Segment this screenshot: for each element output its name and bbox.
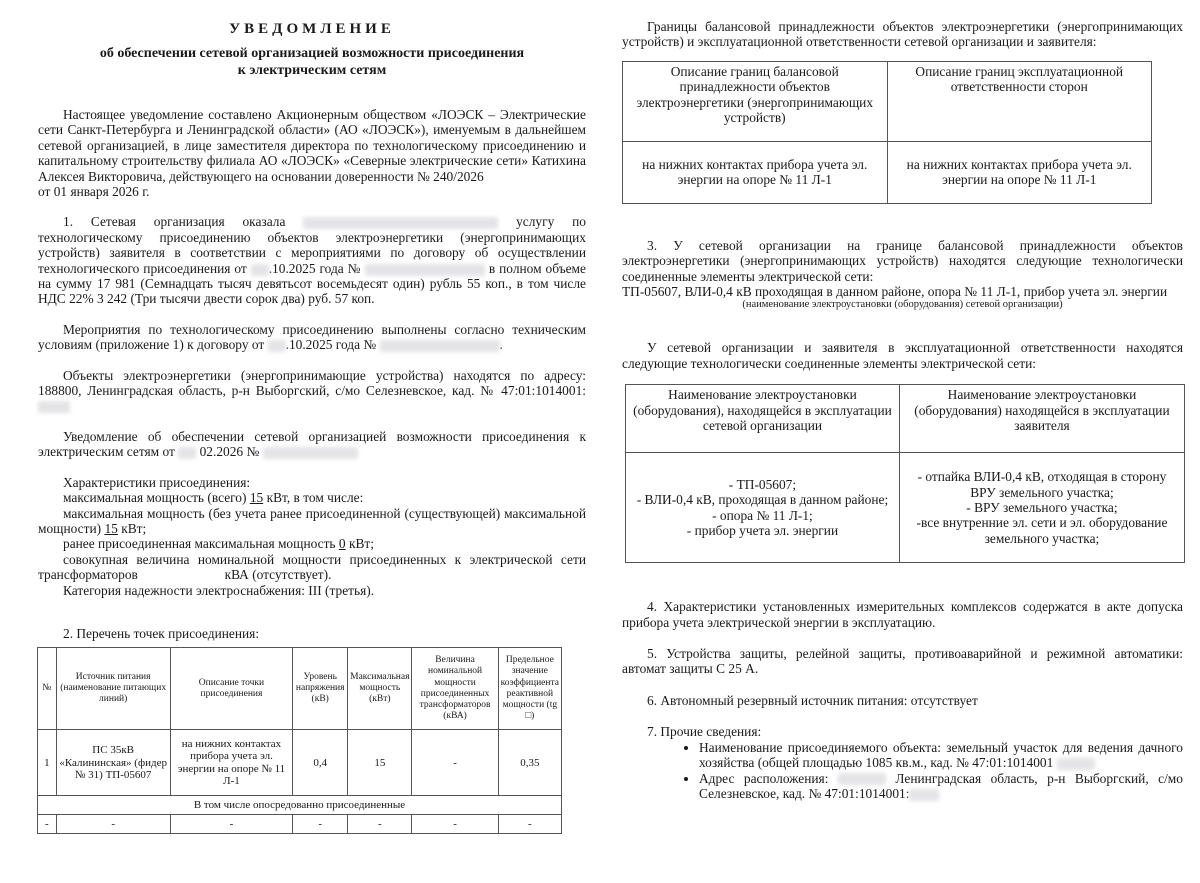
document-subtitle-line1: об обеспечении сетевой организацией возможности присоединения	[99, 46, 525, 61]
section-2-title: 2. Перечень точек присоединения:	[63, 625, 260, 641]
equipment-table: Наименование электроустановки (оборудования), находящейся в эксплуатации сетевой организации Наименование электроустановки (оборудования) находящейся в эксплуатации заявителя - ТП-05607; - ВЛИ-0,4 кВ, проходящая в данном районе; - опора № 11 Л-1; - прибор учета эл. энергии - отпайка ВЛИ-0,4 кВ, отходящая в сторону ВРУ земельного участка; - ВРУ земельного участка; -все внутренние эл. сети и эл. оборудование земельного участка;	[625, 384, 1185, 563]
paragraph-3b: У сетевой организации и заявителя в эксплуатационной ответственности находятся следующие технологически соединенные элементы электрической сети:	[622, 340, 1183, 371]
previous-power: 0	[338, 536, 346, 552]
connection-characteristics: Характеристики присоединения: максимальная мощность (всего) 15 кВт, в том числе: максимальная мощность (без учета ранее присоединенной (существующей) максимальной мощности) 15 кВт; ранее присоединенная максимальная мощность 0 кВт; совокупная величина номинальной мощности присоединенных к электрической сети трансформаторов кВА (отсутствует). Категория надежности электроснабжения: III (третья).	[38, 474, 586, 598]
left-page	[38, 0, 586, 834]
connection-points-table	[37, 647, 562, 834]
max-power-total: 15	[249, 490, 264, 506]
bounds-intro: Границы балансовой принадлежности объектов электроэнергетики (энергопринимающих устройств) и эксплуатационной ответственности сетевой организации и заявителя:	[622, 19, 1183, 50]
max-power-new: 15	[104, 520, 118, 536]
table-merged-row: В том числе опосредованно присоединенные	[38, 796, 562, 815]
paragraph-6: 6. Автономный резервный источник питания: отсутствует	[647, 692, 978, 708]
redacted-day	[178, 447, 196, 459]
table-row: - - - - - - -	[38, 815, 562, 834]
paragraph-measures: Мероприятия по технологическому присоединению выполнены согласно техническим условиям (приложение 1) к договору от .10.2025 года № .	[38, 321, 586, 353]
list-item: • Наименование присоединяемого объекта: земельный участок для ведения дачного хозяйства (общей площадью 1085 кв.м., кад. № 47:01:1014001	[699, 740, 1183, 771]
redacted-contract-number	[380, 340, 500, 352]
right-page	[622, 0, 1183, 801]
document-subtitle-line2: к электрическим сетям	[237, 63, 387, 78]
redacted-contract-number	[365, 264, 485, 276]
equipment-caption: (наименование электроустановки (оборудования) сетевой организации)	[742, 299, 1063, 311]
redacted-cadastral	[38, 401, 70, 413]
paragraph-5: 5. Устройства защиты, релейной защиты, противоаварийной и режимной автоматики: автомат защиты С 25 А.	[622, 646, 1183, 677]
table-row: - ТП-05607; - ВЛИ-0,4 кВ, проходящая в данном районе; - опора № 11 Л-1; - прибор учета эл. энергии - отпайка ВЛИ-0,4 кВ, отходящая в сторону ВРУ земельного участка; - ВРУ земельного участка; -все внутренние эл. сети и эл. оборудование земельного участка;	[626, 453, 1185, 563]
bounds-table: Описание границ балансовой принадлежности объектов электроэнергетики (энергопринимающих устройств) Описание границ эксплуатационной ответственности сторон на нижних контактах прибора учета эл. энергии на опоре № 11 Л-1 на нижних контактах прибора учета эл. энергии на опоре № 11 Л-1	[622, 61, 1152, 204]
table-row: на нижних контактах прибора учета эл. энергии на опоре № 11 Л-1 на нижних контактах прибора учета эл. энергии на опоре № 11 Л-1	[623, 141, 1152, 203]
redacted-cadastral	[909, 789, 939, 801]
network-equipment: ТП-05607, ВЛИ-0,4 кВ проходящая в данном районе, опора № 11 Л-1, прибор учета эл. энергии	[622, 284, 1168, 300]
list-item: • Адрес расположения: Ленинградская область, р-н Выборгский, с/мо Селезневское, кад. № 47:01:1014001:	[699, 771, 1183, 802]
paragraph-address: Объекты электроэнергетики (энергопринимающие устройства) находятся по адресу: 188800, Ленинградская область, р-н Выборгский, с/мо Селезневское, кад. № 47:01:1014001:	[38, 368, 586, 414]
redacted-name	[303, 217, 498, 229]
paragraph-3: 3. У сетевой организации на границе балансовой принадлежности объектов электроэнергетики (энергопринимающих устройств) находятся следующие технологически соединенные элементы электрической сети:	[622, 237, 1183, 284]
paragraph-7-title: 7. Прочие сведения:	[647, 724, 762, 740]
redacted-notice-number	[263, 447, 358, 459]
table-header-row: № Источник питания (наименование питающих линий) Описание точки присоединения Уровень напряжения (кВ) Максимальная мощность (кВт) Величина номинальной мощности присоединенных трансформаторов (кВА) Предельное значение коэффициента реактивной мощности (tg □)	[38, 648, 562, 730]
redacted-postcode	[838, 773, 886, 785]
paragraph-1: 1. Сетевая организация оказала услугу по технологическому присоединению объектов электроэнергетики (энергопринимающих устройств) заявителя в соответствии с мероприятиями по договору об осуществлении технологического присоединения от .10.2025 года № в полном объеме на сумму 17 981 (Семнадцать тысяч девятьсот восемьдесят один) рубль 55 коп., в том числе НДС 22% 3 242 (Три тысячи двести сорок два) руб. 57 коп.	[38, 214, 586, 307]
intro-paragraph: Настоящее уведомление составлено Акционерным обществом «ЛОЭСК – Электрические сети Санкт-Петербурга и Ленинградской области» (АО «ЛОЭСК»), именуемым в дальнейшем сетевой организацией, в лице заместителя директора по технологическому присоединению и капитальному строительству филиала АО «ЛОЭСК» «Северные электрические сети» Катихина Алексея Викторовича, действующего на основании доверенности № 240/2026 от 01 января 2026 г.	[38, 107, 586, 200]
paragraph-4: 4. Характеристики установленных измерительных комплексов содержатся в акте допуска прибора учета электрической энергии в эксплуатацию.	[622, 599, 1183, 630]
other-info-list	[622, 740, 1183, 802]
paragraph-notice-ref: Уведомление об обеспечении сетевой организацией возможности присоединения к электрическим сетям от 02.2026 №	[38, 428, 586, 460]
table-row: 1 ПС 35кВ «Калининская» (фидер № 31) ТП-05607 на нижних контактах прибора учета эл. энергии на опоре № 11 Л-1 0,4 15 - 0,35	[38, 730, 562, 796]
redacted-day	[268, 340, 286, 352]
redacted-day	[251, 264, 269, 276]
redacted-cadastral	[1057, 758, 1095, 770]
document-title: УВЕДОМЛЕНИЕ	[229, 21, 395, 37]
